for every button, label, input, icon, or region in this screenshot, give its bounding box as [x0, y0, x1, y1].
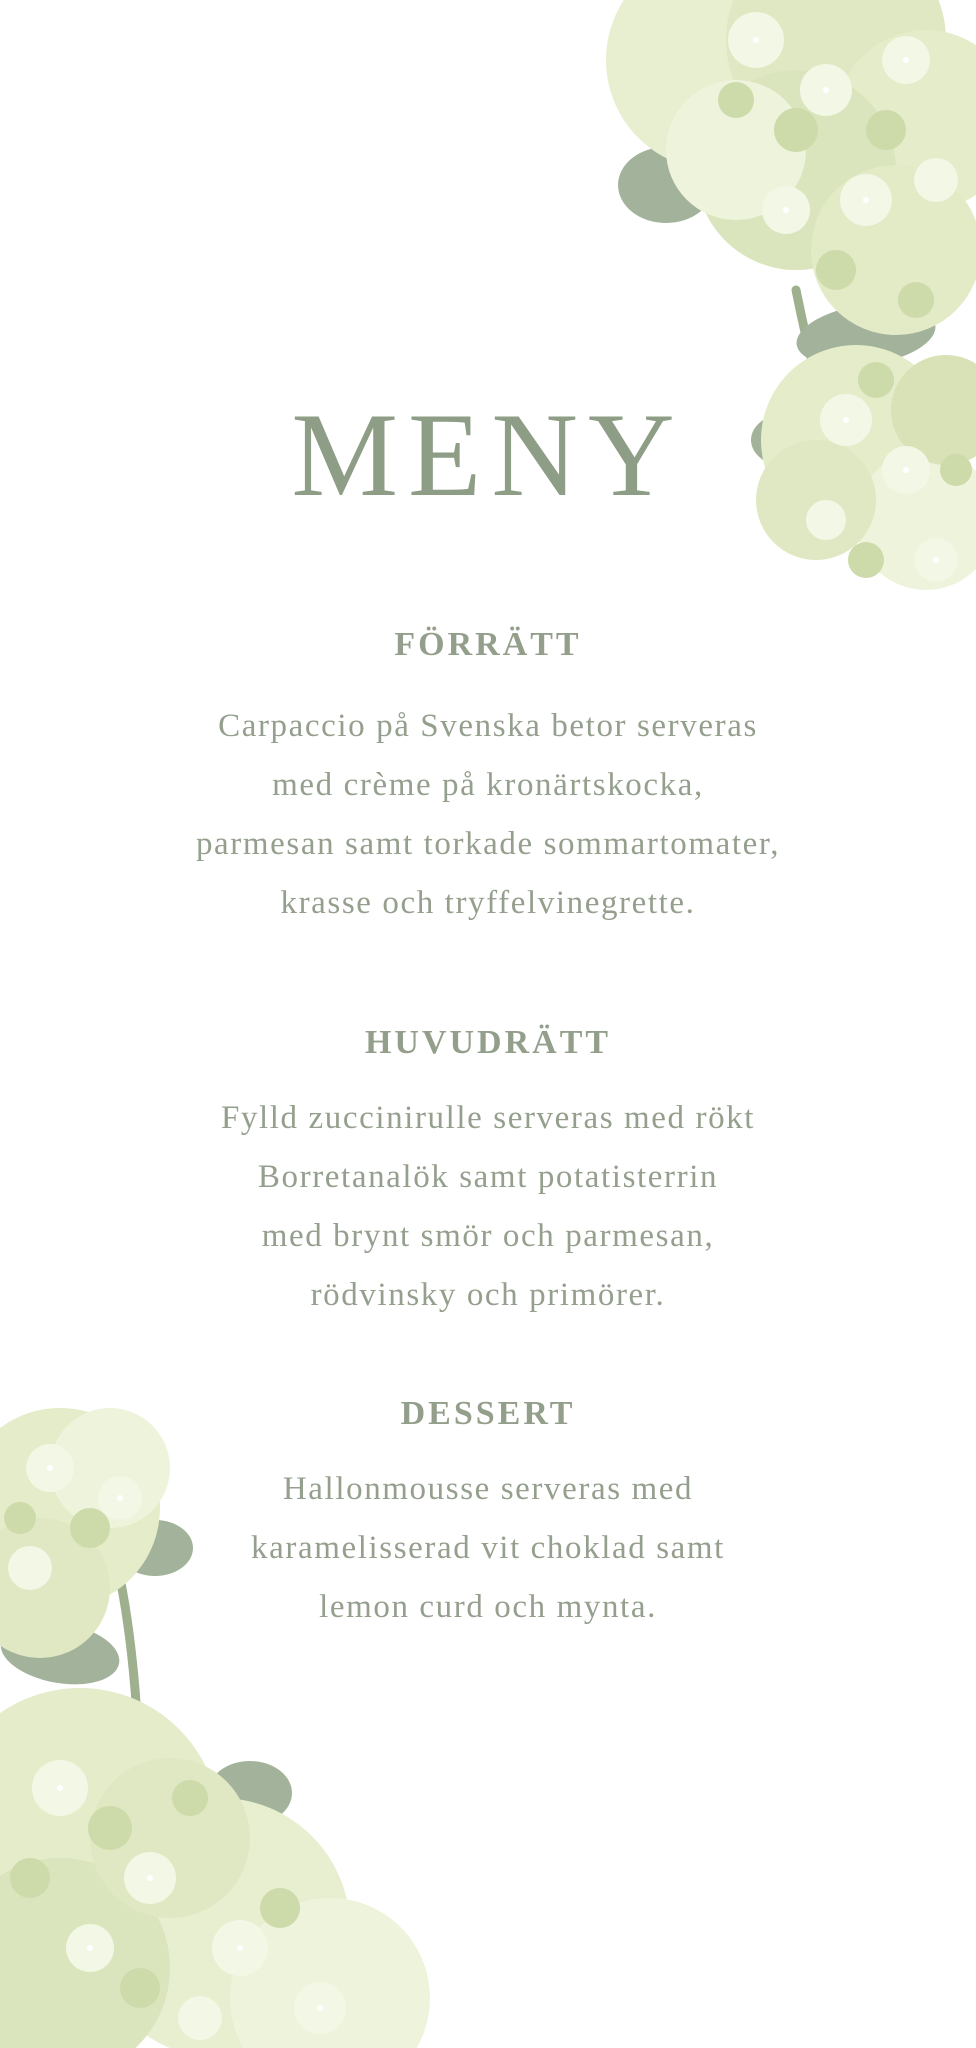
description-line: Hallonmousse serveras med	[282, 1471, 694, 1507]
description-line: Borretanalök samt potatisterrin	[257, 1159, 719, 1195]
course-description-dessert	[0, 1460, 976, 1637]
description-line: parmesan samt torkade sommartomater,	[195, 826, 781, 862]
description-line: med brynt smör och parmesan,	[261, 1218, 715, 1254]
course-description-starter	[0, 697, 976, 933]
course-description-main	[0, 1089, 976, 1325]
menu-title: MENY	[291, 388, 685, 521]
description-line: karamelisserad vit choklad samt	[251, 1530, 725, 1566]
description-line: krasse och tryffelvinegrette.	[280, 885, 696, 921]
description-line: Carpaccio på Svenska betor serveras	[218, 708, 758, 744]
hydrangea-top-right-illustration	[506, 0, 976, 620]
description-line: Fylld zuccinirulle serveras med rökt	[220, 1100, 756, 1136]
description-line: lemon curd och mynta.	[319, 1589, 657, 1625]
course-heading-dessert: DESSERT	[400, 1395, 576, 1432]
description-line: med crème på kronärtskocka,	[272, 767, 704, 803]
description-line: rödvinsky och primörer.	[310, 1277, 666, 1313]
course-heading-main: HUVUDRÄTT	[364, 1024, 612, 1061]
course-heading-starter: FÖRRÄTT	[394, 626, 582, 663]
